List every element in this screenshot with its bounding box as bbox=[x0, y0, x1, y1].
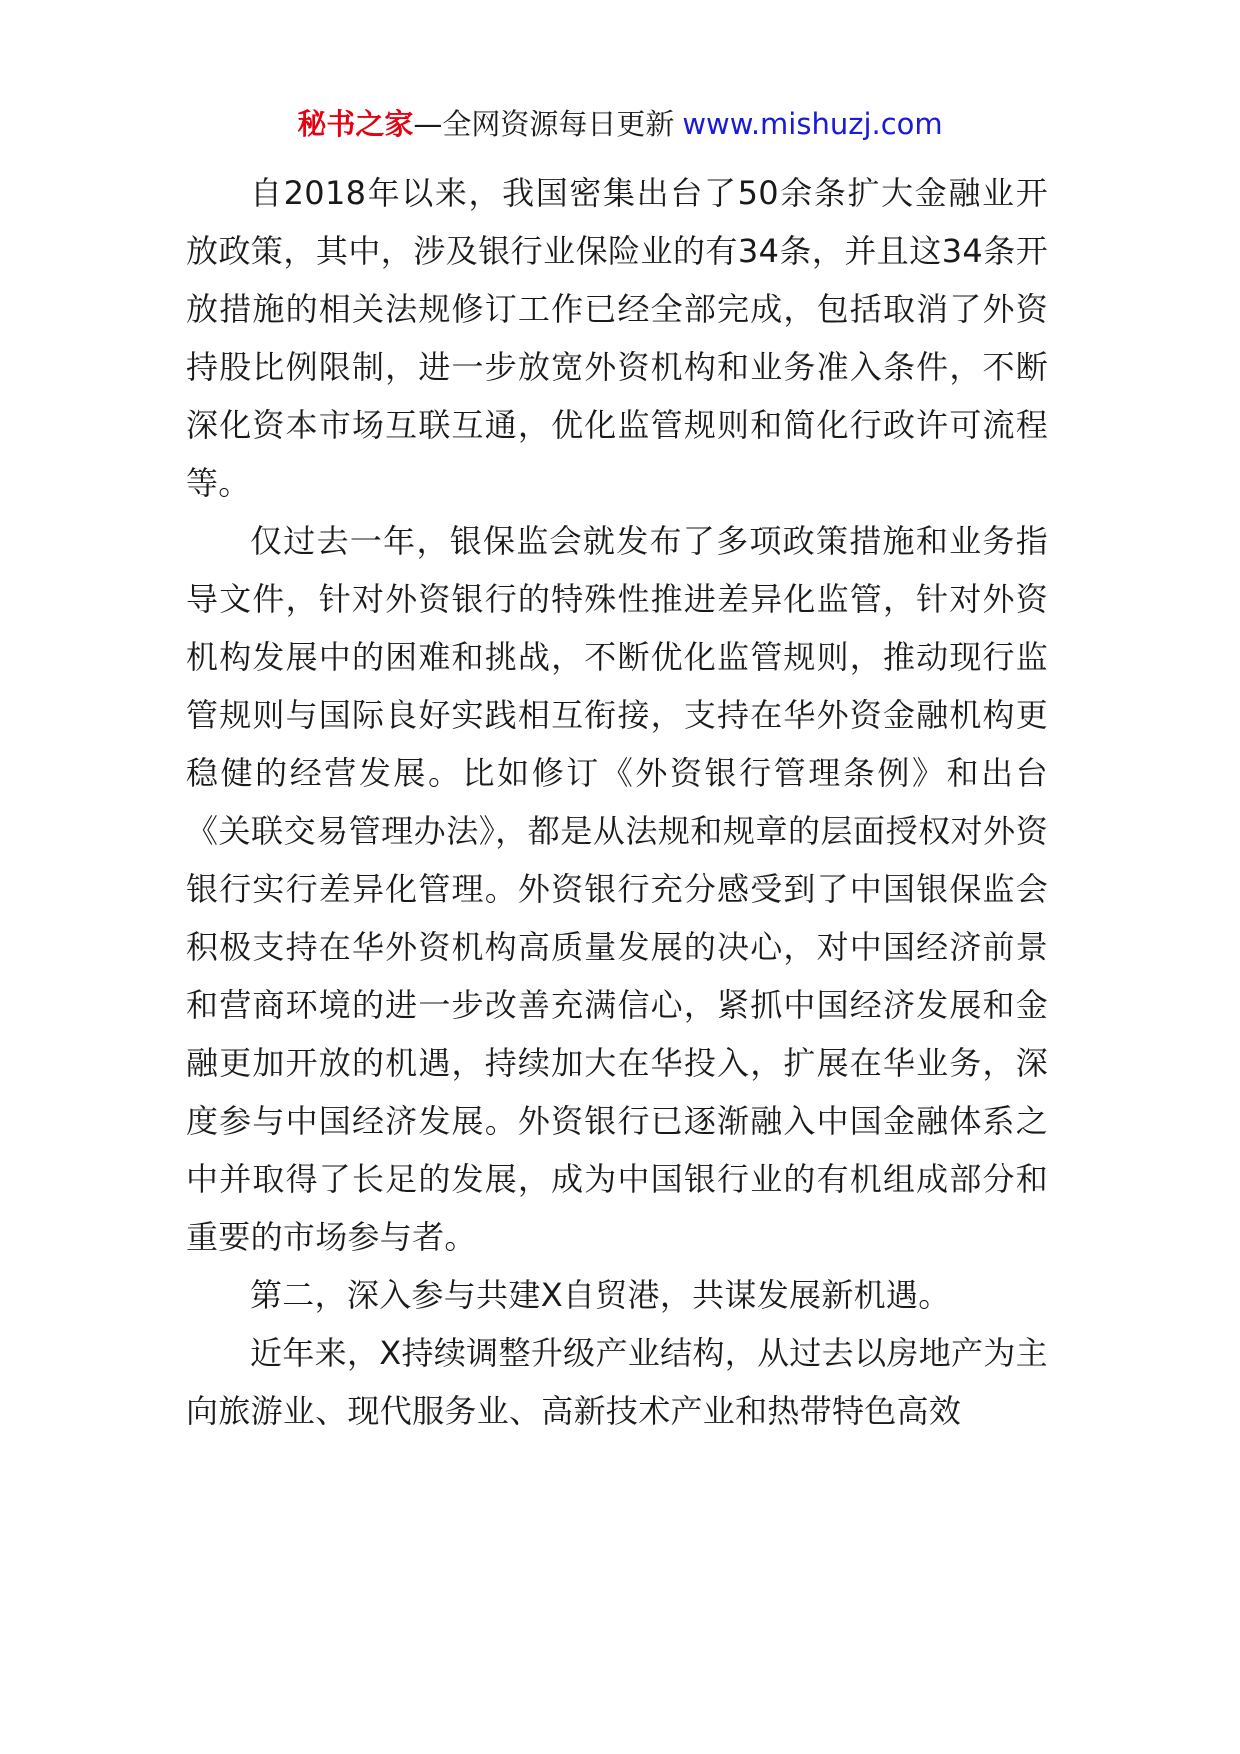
site-url-link[interactable]: www.mishuzj.com bbox=[682, 107, 943, 141]
site-tagline: —全网资源每日更新 bbox=[413, 107, 675, 141]
paragraph-4: 近年来，X持续调整升级产业结构，从过去以房地产为主向旅游业、现代服务业、高新技术产业和热带特色高效 bbox=[186, 1334, 1048, 1430]
site-brand: 秘书之家 bbox=[297, 107, 414, 141]
paragraph-1: 自2018年以来，我国密集出台了50余条扩大金融业开放政策，其中，涉及银行业保险业的有34条，并且这34条开放措施的相关法规修订工作已经全部完成，包括取消了外资持股比例限制，进一步放宽外资机构和业务准入条件，不断深化资本市场互联互通，优化监管规则和简化行政许可流程等。 bbox=[186, 174, 1048, 502]
paragraph-3: 第二，深入参与共建X自贸港，共谋发展新机遇。 bbox=[250, 1276, 951, 1314]
document-body bbox=[186, 164, 1048, 1440]
paragraph-2: 仅过去一年，银保监会就发布了多项政策措施和业务指导文件，针对外资银行的特殊性推进差异化监管，针对外资机构发展中的困难和挑战，不断优化监管规则，推动现行监管规则与国际良好实践相互衔接，支持在华外资金融机构更稳健的经营发展。比如修订《外资银行管理条例》和出台《关联交易管理办法》，都是从法规和规章的层面授权对外资银行实行差异化管理。外资银行充分感受到了中国银保监会积极支持在华外资机构高质量发展的决心，对中国经济前景和营商环境的进一步改善充满信心，紧抓中国经济发展和金融更加开放的机遇，持续加大在华投入，扩展在华业务，深度参与中国经济发展。外资银行已逐渐融入中国金融体系之中并取得了长足的发展，成为中国银行业的有机组成部分和重要的市场参与者。 bbox=[186, 522, 1048, 1256]
site-header bbox=[0, 104, 1240, 144]
